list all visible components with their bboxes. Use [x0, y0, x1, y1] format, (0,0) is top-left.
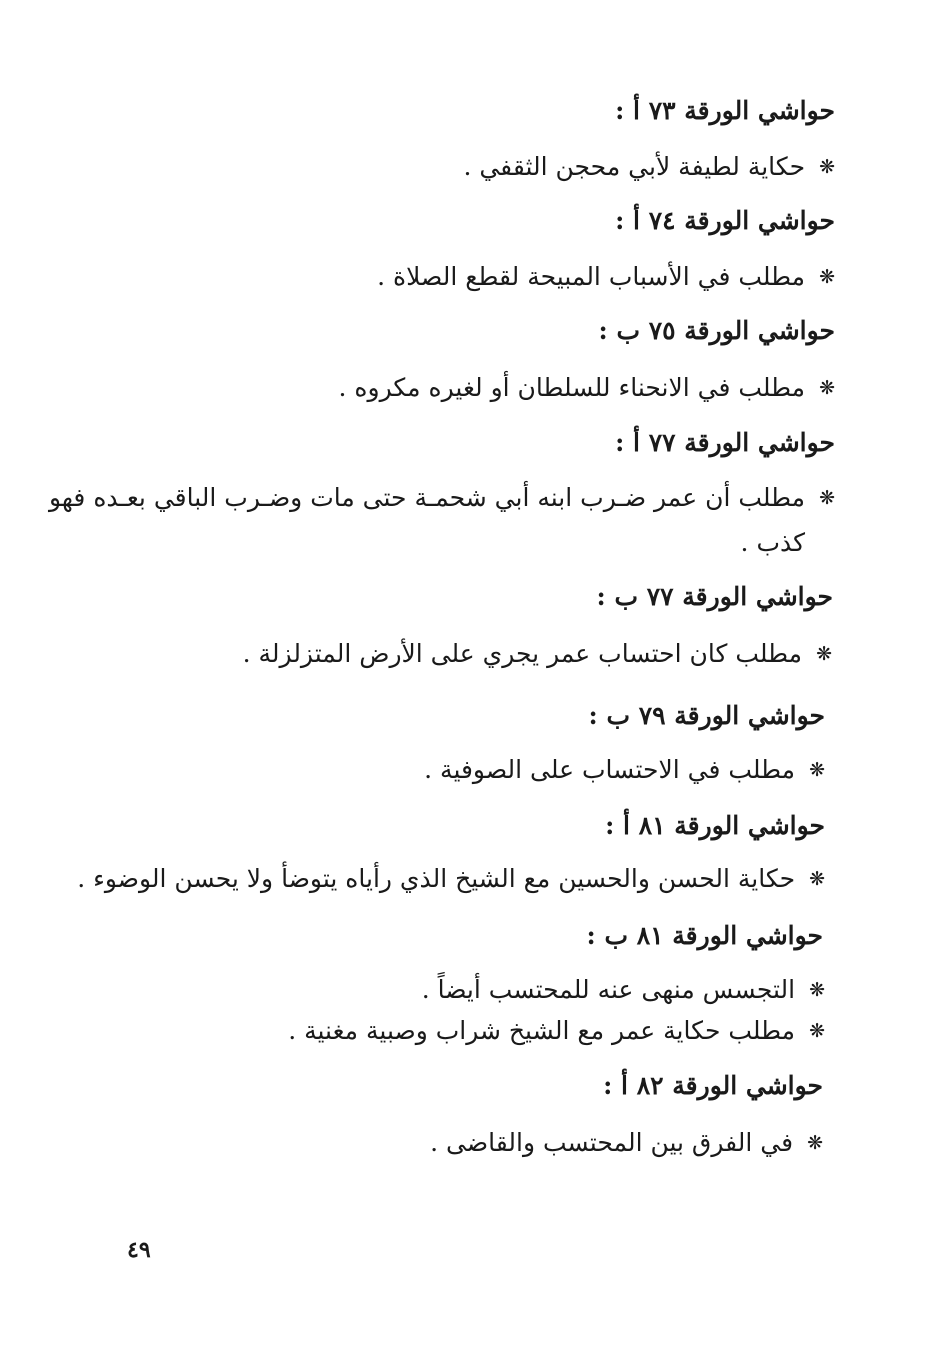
- asterisk-bullet-icon: ❋: [809, 868, 825, 890]
- list-item-text: مطلب كان احتساب عمر يجري على الأرض المتزلزلة .: [242, 639, 803, 668]
- list-item-text: مطلب في الانحناء للسلطان أو لغيره مكروه .: [338, 373, 806, 402]
- list-item-text: مطلب في الاحتساب على الصوفية .: [424, 755, 796, 784]
- list-item-text: في الفرق بين المحتسب والقاضى .: [430, 1128, 794, 1157]
- list-item-text: مطلب أن عمر ضـرب ابنه أبي شحمـة حتى مات وضـرب الباقي بعـده فهو: [48, 483, 806, 512]
- section-heading: حواشي الورقة ٨١ أ :: [605, 811, 825, 840]
- list-item: [463, 154, 835, 179]
- section-heading: حواشي الورقة ٧٣ أ :: [615, 96, 835, 125]
- list-item-text: مطلب حكاية عمر مع الشيخ شراب وصبية مغنية .: [288, 1016, 796, 1045]
- list-item: [339, 375, 835, 400]
- section-heading: حواشي الورقة ٨٢ أ :: [603, 1071, 823, 1100]
- asterisk-bullet-icon: ❋: [809, 759, 825, 781]
- asterisk-bullet-icon: ❋: [819, 156, 835, 178]
- list-item-text: مطلب في الأسباب المبيحة لقطع الصلاة .: [377, 262, 806, 291]
- list-item: [377, 264, 835, 289]
- list-item: [77, 866, 825, 891]
- asterisk-bullet-icon: ❋: [819, 487, 835, 509]
- list-item: [430, 1130, 823, 1155]
- asterisk-bullet-icon: ❋: [809, 1020, 825, 1042]
- list-item-text: حكاية لطيفة لأبي محجن الثقفي .: [463, 152, 806, 181]
- section-heading: حواشي الورقة ٧٥ ب :: [598, 316, 835, 345]
- list-item-text: حكاية الحسن والحسين مع الشيخ الذي رأياه يتوضأ ولا يحسن الوضوء .: [77, 864, 796, 893]
- asterisk-bullet-icon: ❋: [807, 1132, 823, 1154]
- list-item-continuation: كذب .: [740, 528, 805, 557]
- page-number: ٤٩: [127, 1237, 151, 1263]
- asterisk-bullet-icon: ❋: [816, 643, 832, 665]
- section-heading: حواشي الورقة ٨١ ب :: [586, 921, 823, 950]
- list-item-text: التجسس منهى عنه للمحتسب أيضاً .: [421, 975, 796, 1004]
- asterisk-bullet-icon: ❋: [819, 266, 835, 288]
- list-item: [288, 1018, 825, 1043]
- list-item: [49, 485, 835, 510]
- list-item: [243, 641, 832, 666]
- section-heading: حواشي الورقة ٧٧ أ :: [615, 428, 835, 457]
- list-item: [424, 757, 825, 782]
- list-item: [422, 977, 825, 1002]
- asterisk-bullet-icon: ❋: [809, 979, 825, 1001]
- section-heading: حواشي الورقة ٧٧ ب :: [596, 582, 833, 611]
- section-heading: حواشي الورقة ٧٩ ب :: [588, 701, 825, 730]
- asterisk-bullet-icon: ❋: [819, 377, 835, 399]
- section-heading: حواشي الورقة ٧٤ أ :: [615, 206, 835, 235]
